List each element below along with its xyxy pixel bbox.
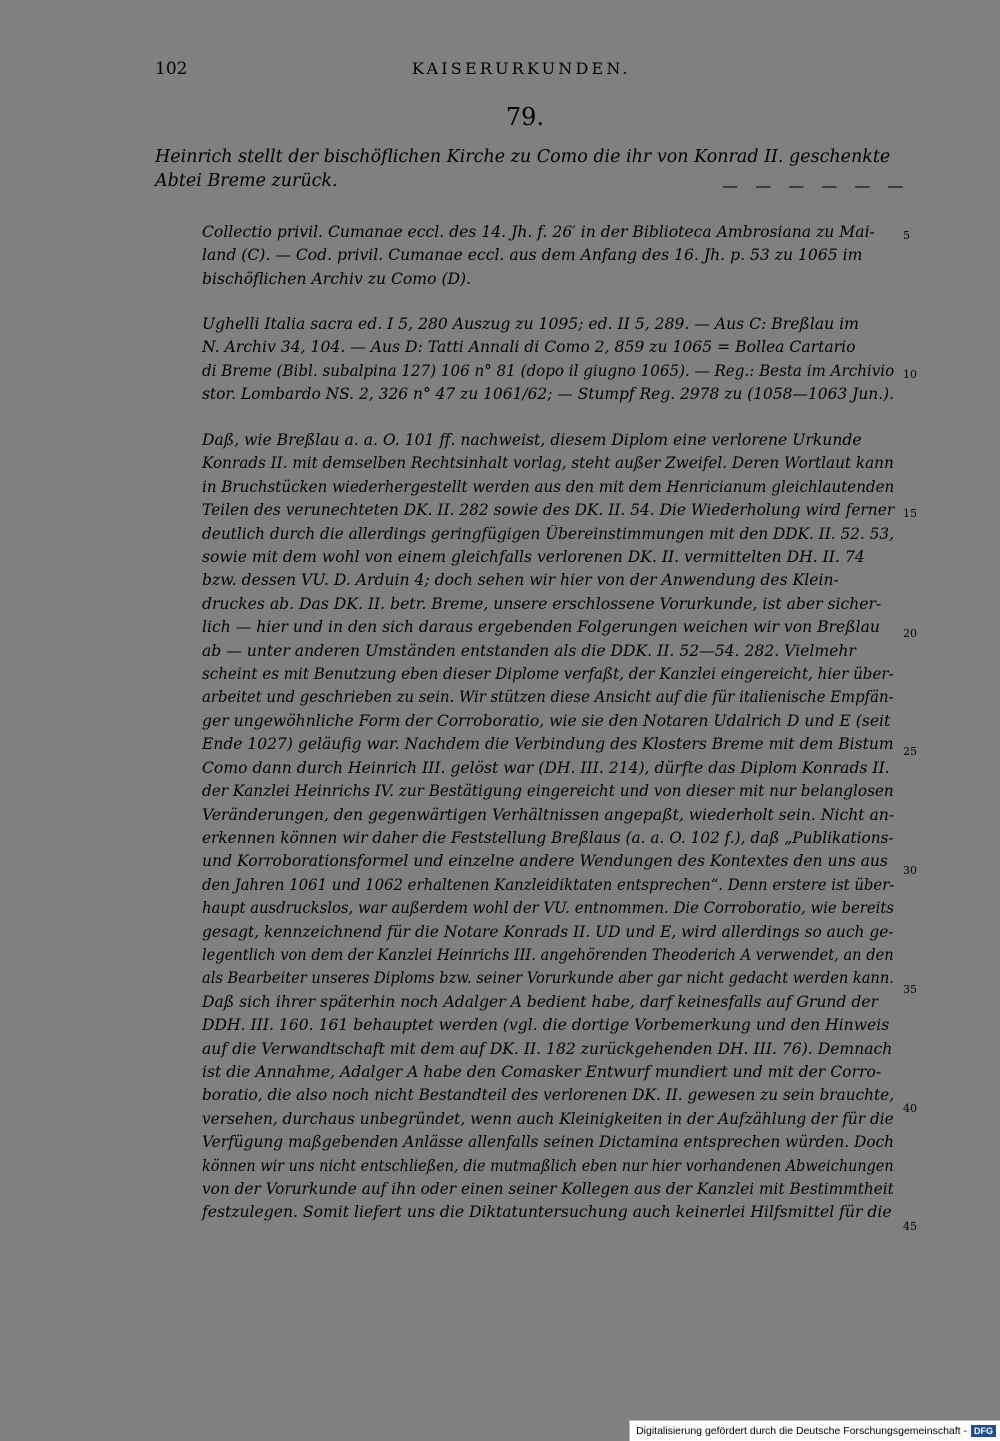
text-line: druckes ab. Das DK. II. betr. Breme, unsere erschlossene Vorurkunde, ist aber sicher- xyxy=(202,594,882,613)
sources-paragraph xyxy=(202,221,894,291)
text-line: Daß sich ihrer späterhin noch Adalger A bedient habe, darf keinesfalls auf Grund der xyxy=(202,992,879,1011)
line-number: 20 xyxy=(903,627,917,640)
text-line: können wir uns nicht entschließen, die mutmaßlich eben nur hier vorhandenen Abweichungen xyxy=(202,1156,894,1175)
page-number: 102 xyxy=(155,59,188,79)
separator-dashes: — — — — — — xyxy=(722,176,910,195)
text-line: gesagt, kennzeichnend für die Notare Konrads II. UD und E, wird allerdings so auch ge- xyxy=(202,922,894,941)
text-line: erkennen können wir daher die Feststellung Breßlaus (a. a. O. 102 f.), daß „Publikations- xyxy=(202,828,894,847)
text-line: lich — hier und in den sich daraus ergebenden Folgerungen weichen wir von Breßlau xyxy=(202,618,880,637)
text-line: Collectio privil. Cumanae eccl. des 14. Jh. f. 26′ in der Biblioteca Ambrosiana zu Mai- xyxy=(202,223,875,241)
running-title: KAISERURKUNDEN. xyxy=(412,59,631,78)
summary-line: Heinrich stellt der bischöflichen Kirche zu Como die ihr von Konrad II. geschenkte xyxy=(155,147,891,167)
text-line: versehen, durchaus unbegründet, wenn auch Kleinigkeiten in der Aufzählung der für die xyxy=(202,1109,894,1128)
text-line: bzw. dessen VU. D. Arduin 4; doch sehen wir hier von der Anwendung des Klein- xyxy=(202,571,839,590)
text-line: boratio, die also noch nicht Bestandteil des verlorenen DK. II. gewesen zu sein brauchte, xyxy=(202,1086,895,1105)
text-line: Verfügung maßgebenden Anlässe allenfalls seinen Dictamina entsprechen würden. Doch xyxy=(202,1133,895,1152)
text-line: DDH. III. 160. 161 behauptet werden (vgl. die dortige Vorbemerkung und den Hinweis xyxy=(202,1016,890,1035)
text-line: Daß, wie Breßlau a. a. O. 101 ff. nachweist, diesem Diplom eine verlorene Urkunde xyxy=(202,431,862,449)
text-line: di Breme (Bibl. subalpina 127) 106 n° 81 (dopo il giugno 1065). — Reg.: Besta im Archivio xyxy=(202,361,895,380)
line-number: 25 xyxy=(903,745,917,758)
commentary-paragraph xyxy=(202,429,894,1225)
text-line: Konrads II. mit demselben Rechtsinhalt vorlag, steht außer Zweifel. Deren Wortlaut kann xyxy=(202,454,894,473)
line-number: 40 xyxy=(903,1102,917,1115)
text-line: stor. Lombardo NS. 2, 326 n° 47 zu 1061/62; — Stumpf Reg. 2978 zu (1058—1063 Jun.). xyxy=(202,385,895,404)
text-line: sowie mit dem wohl von einem gleichfalls verlorenen DK. II. vermittelten DH. II. 74 xyxy=(202,548,865,567)
editions-paragraph xyxy=(202,313,894,407)
line-number: 45 xyxy=(903,1220,917,1233)
footer-text: Digitalisierung gefördert durch die Deutsche Forschungsgemeinschaft - xyxy=(636,1425,967,1437)
dfg-logo: DFG xyxy=(971,1425,996,1437)
text-line: ger ungewöhnliche Form der Corroboratio, wie sie den Notaren Udalrich D und E (seit xyxy=(202,711,891,730)
text-line: legentlich von dem der Kanzlei Heinrichs III. angehörenden Theoderich A verwendet, an den xyxy=(202,945,894,964)
text-line: arbeitet und geschrieben zu sein. Wir stützen diese Ansicht auf die für italienische Empfän- xyxy=(202,688,894,707)
line-number: 35 xyxy=(903,983,917,996)
text-line: Ughelli Italia sacra ed. I 5, 280 Auszug zu 1095; ed. II 5, 289. — Aus C: Breßlau im xyxy=(202,315,859,333)
text-line: ab — unter anderen Umständen entstanden als die DDK. II. 52—54. 282. Vielmehr xyxy=(202,641,856,660)
text-line: der Kanzlei Heinrichs IV. zur Bestätigung eingereicht und von dieser mit nur belanglosen xyxy=(202,782,894,801)
line-number: 15 xyxy=(903,507,917,520)
text-line: N. Archiv 34, 104. — Aus D: Tatti Annali di Como 2, 859 zu 1065 = Bollea Cartario xyxy=(202,338,856,357)
text-line: Ende 1027) geläufig war. Nachdem die Verbindung des Klosters Breme mit dem Bistum xyxy=(202,735,894,754)
text-line: ist die Annahme, Adalger A habe den Comasker Entwurf mundiert und mit der Corro- xyxy=(202,1062,882,1081)
text-line: auf die Verwandtschaft mit dem auf DK. II. 182 zurückgehenden DH. III. 76). Demnach xyxy=(202,1039,893,1058)
text-line: land (C). — Cod. privil. Cumanae eccl. aus dem Anfang des 16. Jh. p. 53 zu 1065 im xyxy=(202,246,863,265)
text-line: Teilen des verunechteten DK. II. 282 sowie des DK. II. 54. Die Wiederholung wird ferner xyxy=(202,501,895,520)
footer-credit xyxy=(629,1420,1000,1441)
line-number: 5 xyxy=(903,229,910,242)
summary-line: Abtei Breme zurück. xyxy=(155,171,338,191)
text-line: als Bearbeiter unseres Diploms bzw. seiner Vorurkunde aber gar nicht gedacht werden kann. xyxy=(202,969,894,988)
text-line: bischöflichen Archiv zu Como (D). xyxy=(202,269,472,288)
text-line: den Jahren 1061 und 1062 erhaltenen Kanzleidiktaten entsprechen“. Denn erstere ist über- xyxy=(202,875,895,894)
text-line: haupt ausdruckslos, war außerdem wohl der VU. entnommen. Die Corroboratio, wie bereits xyxy=(202,899,894,918)
line-number: 30 xyxy=(903,864,917,877)
text-line: in Bruchstücken wiederhergestellt werden aus den mit dem Henricianum gleichlautenden xyxy=(202,477,895,496)
text-line: und Korroborationsformel und einzelne andere Wendungen des Kontextes den uns aus xyxy=(202,852,888,871)
text-line: deutlich durch die allerdings geringfügigen Übereinstimmungen mit den DDK. II. 52. 53, xyxy=(202,524,894,543)
text-line: scheint es mit Benutzung eben dieser Diplome verfaßt, der Kanzlei eingereicht, hier über- xyxy=(202,665,894,684)
line-number: 10 xyxy=(903,368,917,381)
text-line: Veränderungen, den gegenwärtigen Verhältnissen angepaßt, wiederholt sein. Nicht an- xyxy=(202,805,895,824)
text-line: Como dann durch Heinrich III. gelöst war (DH. III. 214), dürfte das Diplom Konrads II. xyxy=(202,758,890,777)
text-line: festzulegen. Somit liefert uns die Diktatuntersuchung auch keinerlei Hilfsmittel für die xyxy=(202,1203,892,1222)
document-number: 79. xyxy=(505,103,545,131)
text-line: von der Vorurkunde auf ihn oder einen seiner Kollegen aus der Kanzlei mit Bestimmtheit xyxy=(202,1180,894,1198)
